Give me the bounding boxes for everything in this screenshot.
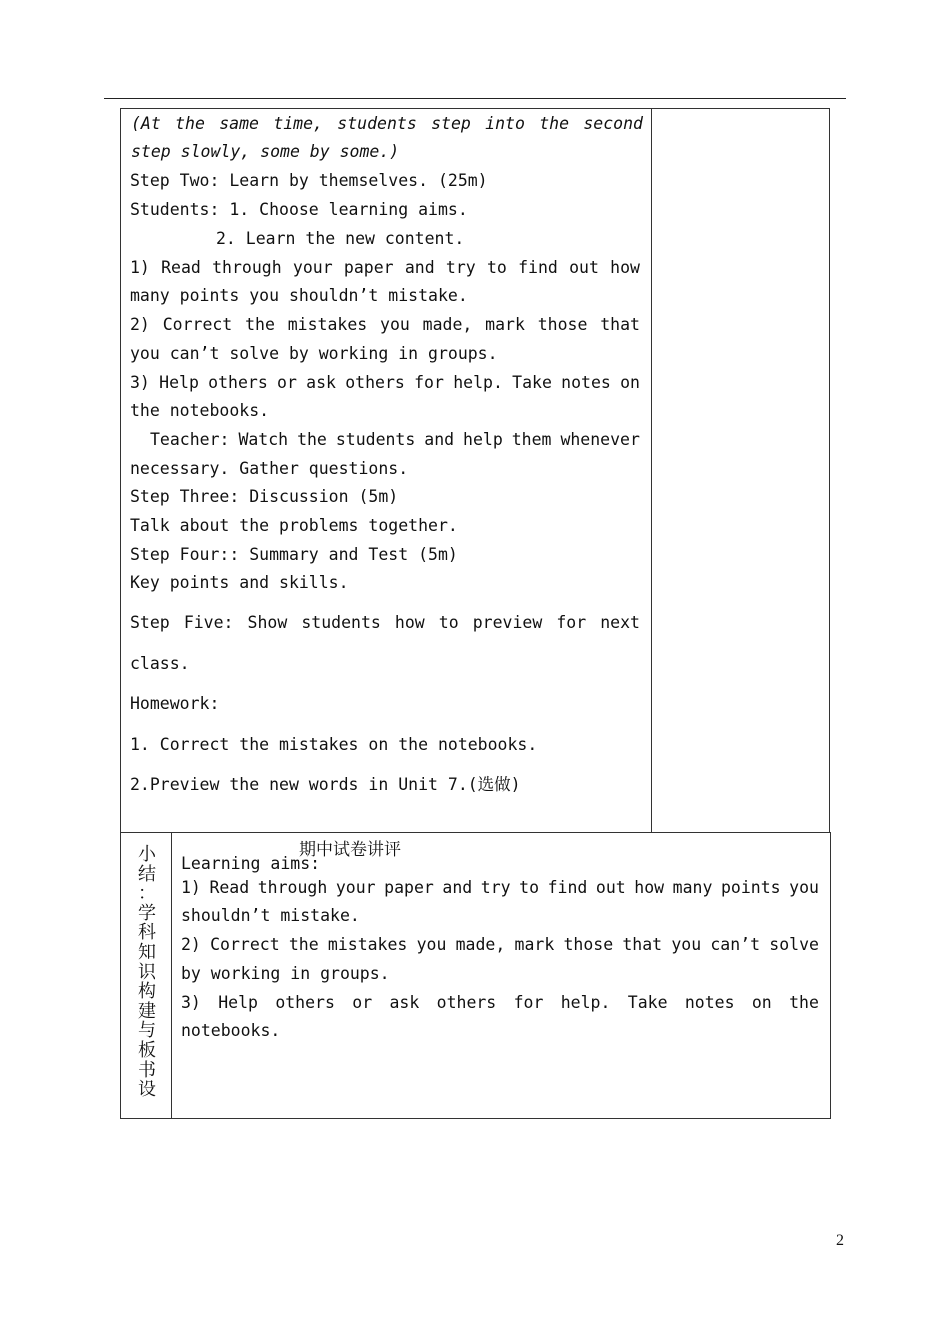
word: mark [485, 315, 525, 334]
homework-item: 1. Correct the mistakes on the notebooks. [130, 735, 538, 754]
word: the [245, 315, 275, 334]
word: find [518, 258, 558, 277]
text-line [130, 258, 640, 278]
word: made, [455, 935, 506, 954]
word: and [404, 258, 435, 277]
side-label-char: 结 [138, 863, 156, 885]
text-line [181, 878, 819, 898]
word: Help [159, 373, 199, 392]
text-line: by working in groups. [181, 964, 390, 983]
word: notes [561, 373, 611, 392]
word: ask [389, 993, 420, 1012]
side-label-char: 书 [138, 1059, 156, 1081]
word: or [352, 993, 373, 1012]
word: that [600, 315, 640, 334]
word: Help [218, 993, 258, 1012]
word: the [539, 114, 570, 133]
page-number: 2 [836, 1232, 844, 1249]
word: 1) [130, 258, 150, 277]
side-label-char: 识 [138, 961, 156, 983]
word: Show [247, 613, 288, 632]
word: made, [422, 315, 473, 334]
text-line [131, 114, 643, 134]
word: those [537, 315, 588, 334]
word: through [212, 258, 282, 277]
word: students [337, 114, 417, 133]
side-label-char: 设 [138, 1079, 156, 1101]
word: to [519, 878, 540, 897]
word: paper [384, 878, 434, 897]
word: for [556, 613, 587, 632]
word: you [416, 935, 447, 954]
text-line [130, 373, 640, 393]
text-line: Learning aims: [181, 854, 321, 873]
word: and [442, 878, 473, 897]
side-label-char: 科 [138, 922, 156, 944]
word: into [485, 114, 525, 133]
word: that [622, 935, 663, 954]
board-title: 期中试卷讲评 [299, 840, 401, 860]
word: the [175, 114, 205, 133]
word: others [345, 373, 405, 392]
word: out [569, 258, 599, 277]
word: mistakes [287, 315, 368, 334]
word: students [301, 613, 381, 632]
word: (At [131, 114, 161, 133]
word: Five: [183, 613, 234, 632]
word: and [424, 430, 455, 449]
word: Read [209, 878, 250, 897]
word: students [335, 430, 416, 449]
text-line: shouldn’t mistake. [181, 906, 360, 925]
word: time, [273, 114, 323, 133]
word: 2) [130, 315, 150, 334]
text-line: Students: 1. Choose learning aims. [130, 200, 468, 219]
word: Correct [210, 935, 280, 954]
word: others [275, 993, 335, 1012]
word: them [511, 430, 552, 449]
text-line: Key points and skills. [130, 573, 349, 592]
column-divider [651, 109, 652, 832]
word: next [600, 613, 640, 632]
side-label-char: 学 [138, 902, 156, 924]
text-line: many points you shouldn’t mistake. [130, 286, 468, 305]
word: you [380, 315, 410, 334]
word: try [445, 258, 476, 277]
side-label-char: 知 [138, 941, 156, 963]
word: the [297, 430, 327, 449]
word: help. [560, 993, 611, 1012]
word: those [563, 935, 614, 954]
word: same [219, 114, 259, 133]
word: 3) [181, 993, 201, 1012]
word: how [610, 258, 640, 277]
text-line [130, 315, 640, 335]
word: ask [306, 373, 336, 392]
word: can’t [710, 935, 761, 954]
word: to [438, 613, 459, 632]
side-label-char: 小 [138, 844, 156, 865]
step-heading: Step Four:: Summary and Test (5m) [130, 545, 458, 564]
word: paper [343, 258, 394, 277]
word: Correct [162, 315, 233, 334]
word: your [292, 258, 333, 277]
header-rule [104, 98, 846, 99]
side-label-char: 与 [138, 1020, 156, 1042]
word: on [620, 373, 640, 392]
word: out [595, 878, 626, 897]
side-label-char: 板 [138, 1039, 156, 1061]
word: step [431, 114, 471, 133]
word: notes [684, 993, 735, 1012]
step-heading: Step Three: Discussion (5m) [130, 487, 399, 506]
word: others [208, 373, 268, 392]
word: through [257, 878, 328, 897]
word: Take [627, 993, 668, 1012]
text-line: notebooks. [181, 1021, 281, 1040]
word: your [335, 878, 376, 897]
text-line: you can’t solve by working in groups. [130, 344, 498, 363]
step-heading [130, 613, 640, 633]
word: try [480, 878, 511, 897]
word: many [672, 878, 713, 897]
word: help [463, 430, 503, 449]
summary-side-label [129, 845, 165, 1100]
word: solve [769, 935, 819, 954]
word: for [513, 993, 544, 1012]
word: 1) [181, 878, 201, 897]
word: how [634, 878, 665, 897]
text-line: Talk about the problems together. [130, 516, 458, 535]
word: points [720, 878, 781, 897]
word: the [789, 993, 819, 1012]
word: you [671, 935, 702, 954]
word: or [277, 373, 297, 392]
text-line: class. [130, 654, 190, 673]
column-divider [171, 833, 172, 1118]
side-label-char: 构 [138, 981, 156, 1003]
step-heading: Step Two: Learn by themselves. (25m) [130, 171, 488, 190]
word: mistakes [327, 935, 408, 954]
word: the [288, 935, 319, 954]
word: for [414, 373, 444, 392]
text-line: the notebooks. [130, 401, 270, 420]
text-line: 2. Learn the new content. [216, 229, 465, 248]
homework-heading: Homework: [130, 694, 220, 713]
word: Watch [238, 430, 289, 449]
word: find [547, 878, 588, 897]
word: on [751, 993, 772, 1012]
side-label-char: 建 [138, 1000, 156, 1022]
word: Teacher: [150, 430, 230, 449]
word: help. [453, 373, 503, 392]
text-line [181, 935, 819, 955]
word: whenever [560, 430, 640, 449]
word: to [486, 258, 507, 277]
word: others [436, 993, 497, 1012]
word: 2) [181, 935, 201, 954]
side-label-char: ： [138, 883, 156, 905]
text-line [150, 430, 640, 450]
word: preview [472, 613, 543, 632]
word: second [583, 114, 643, 133]
word: Read [161, 258, 201, 277]
word: Step [130, 613, 170, 632]
homework-item: 2.Preview the new words in Unit 7.(选做) [130, 775, 521, 794]
word: you [789, 878, 819, 897]
text-line: necessary. Gather questions. [130, 459, 409, 478]
word: Take [512, 373, 552, 392]
word: mark [514, 935, 555, 954]
word: how [394, 613, 425, 632]
text-line: step slowly, some by some.) [131, 142, 400, 161]
word: 3) [130, 373, 150, 392]
text-line [181, 993, 819, 1013]
